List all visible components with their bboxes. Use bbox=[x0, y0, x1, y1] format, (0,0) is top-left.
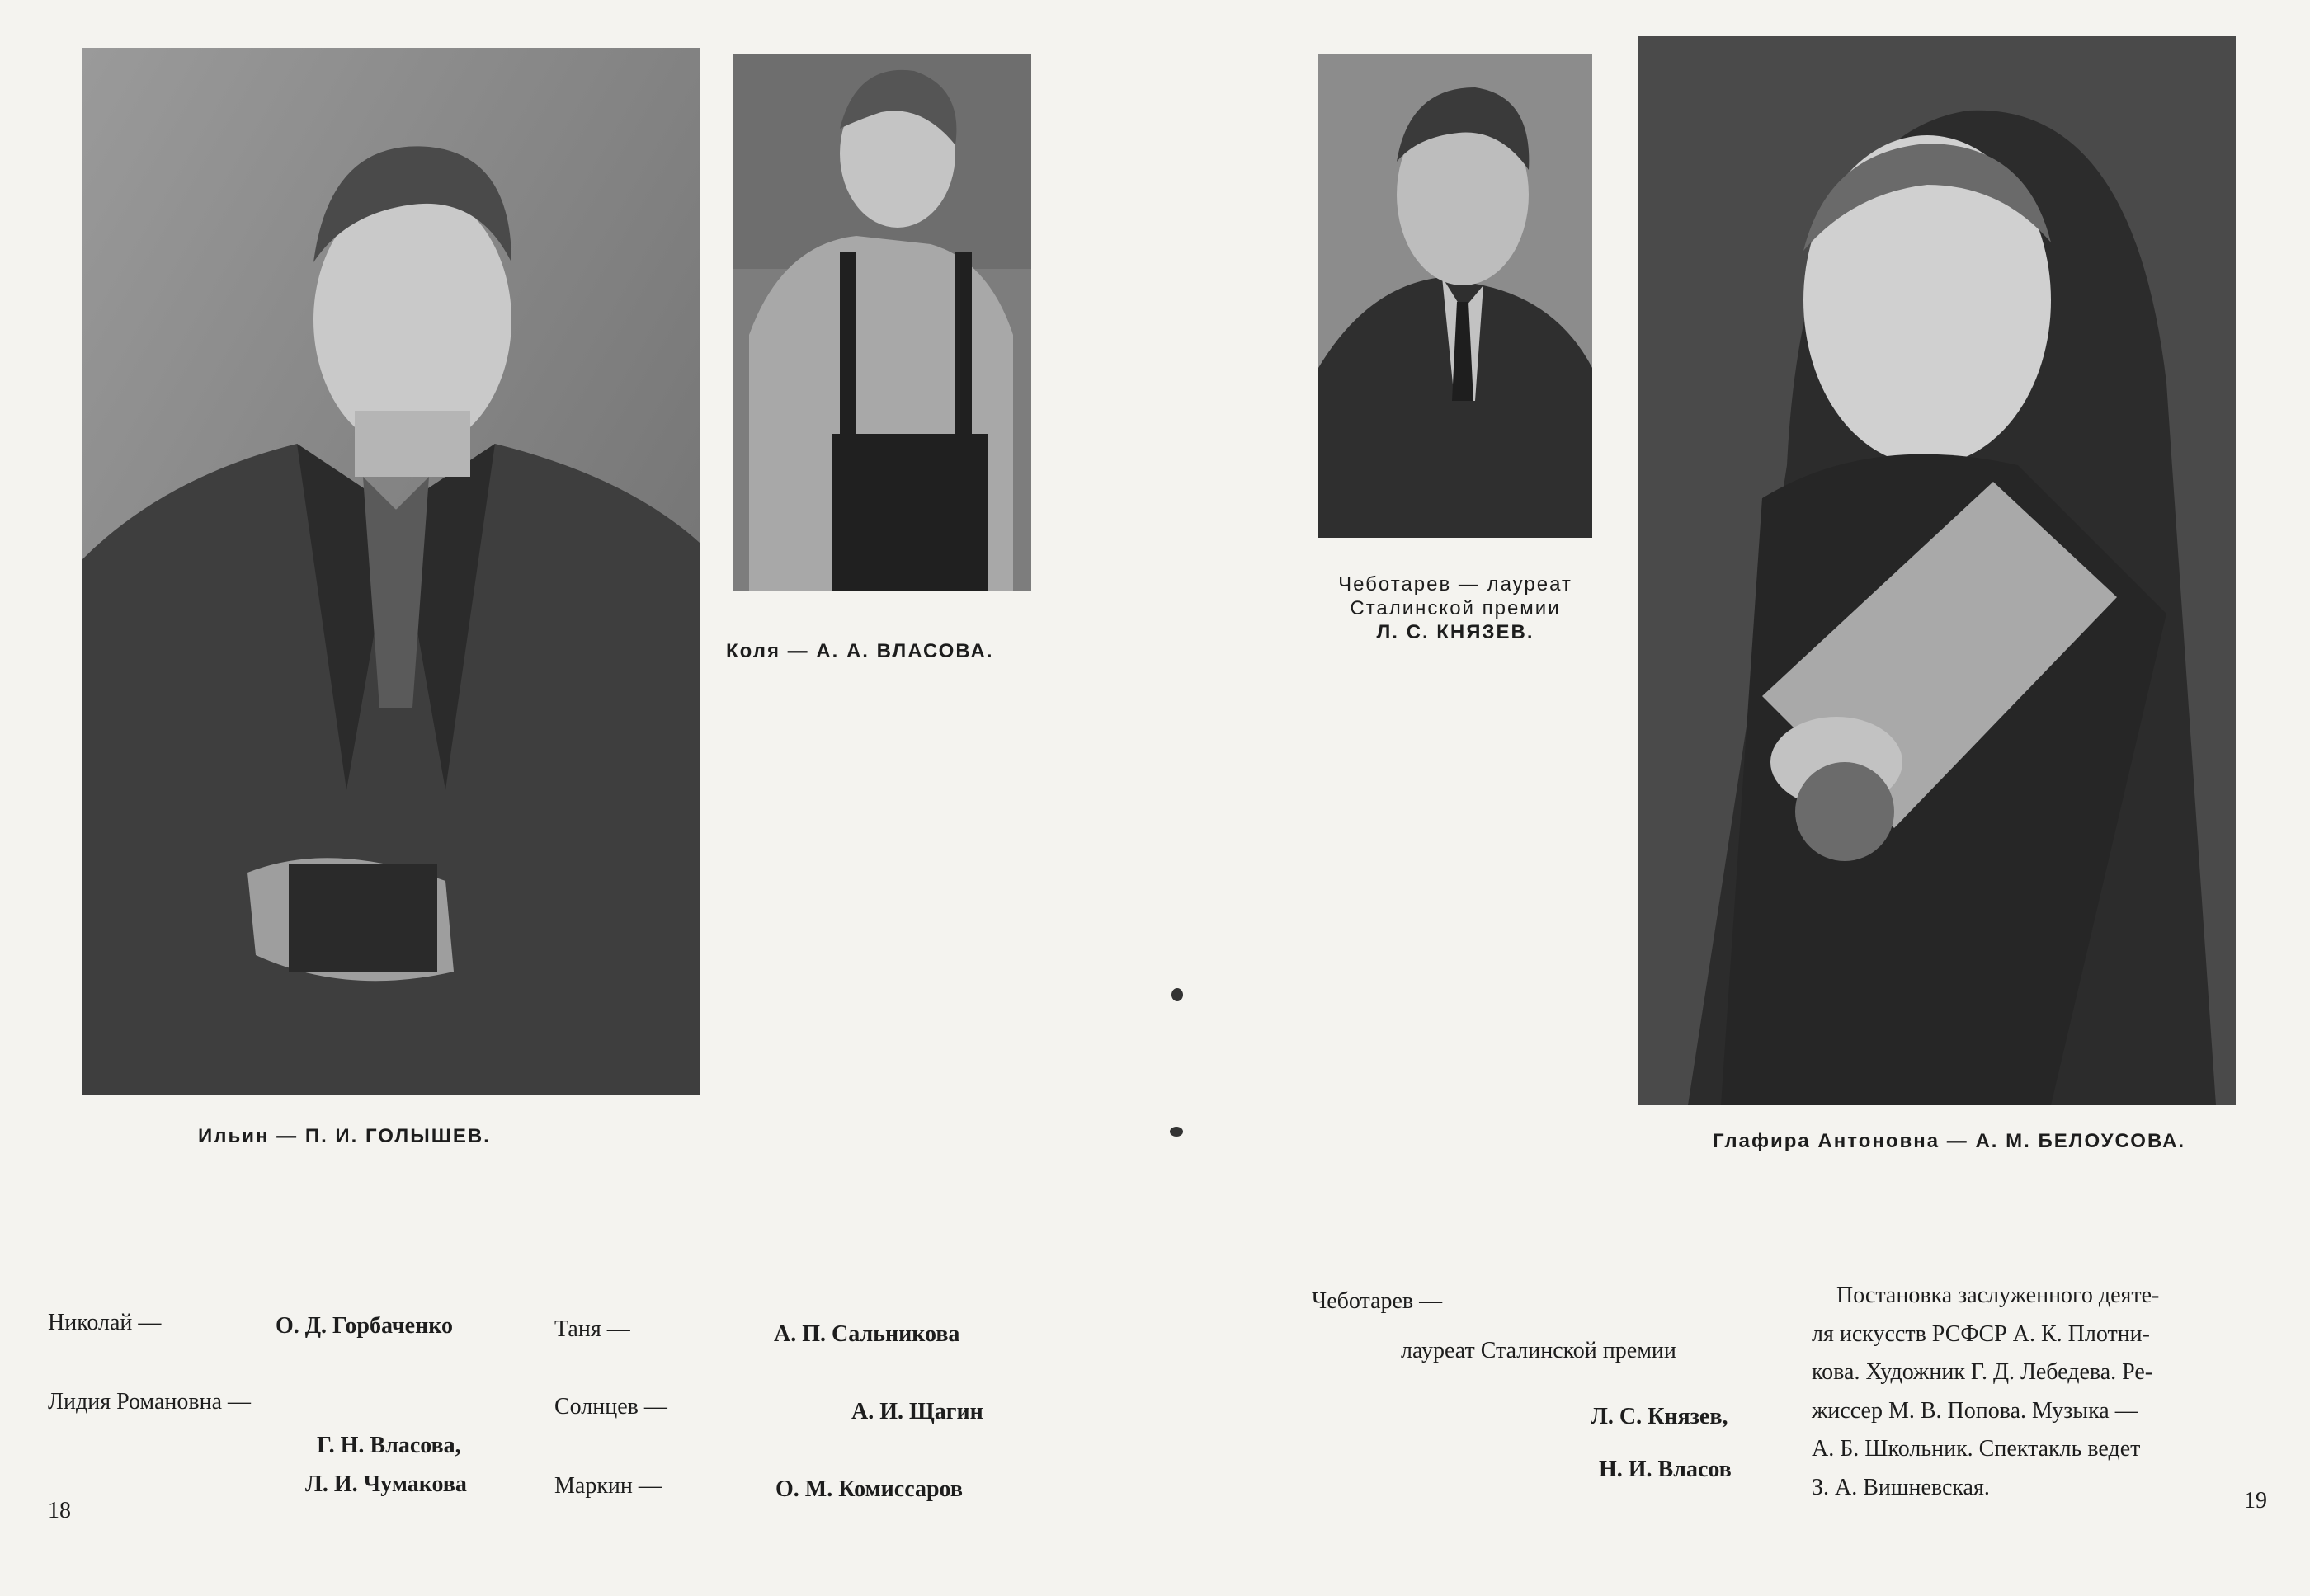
cast-actor-lidia-1: Г. Н. Власова, bbox=[317, 1433, 461, 1458]
cast-actor-nikolai: О. Д. Горбаченко bbox=[276, 1313, 453, 1339]
caption-chebotarev bbox=[1287, 572, 1624, 644]
credits-line: жиссер М. В. Попова. Музыка — bbox=[1812, 1397, 2138, 1424]
cast-role-chebotarev: Чеботарев — bbox=[1312, 1288, 1443, 1314]
cast-actor-markin: О. М. Комиссаров bbox=[776, 1476, 963, 1502]
credits-line: кова. Художник Г. Д. Лебедева. Ре- bbox=[1812, 1359, 2153, 1385]
caption-chebotarev-line-3: Л. С. КНЯЗЕВ. bbox=[1376, 621, 1534, 643]
credits-paragraph bbox=[1812, 1277, 2159, 1507]
photo-chebotarev bbox=[1318, 54, 1592, 538]
cast-role-solntsev: Солнцев — bbox=[554, 1394, 667, 1419]
credits-line: З. А. Вишневская. bbox=[1812, 1474, 1990, 1500]
cast-title-chebotarev: лауреат Сталинской премии bbox=[1401, 1338, 1676, 1363]
caption-chebotarev-line-2: Сталинской премии bbox=[1350, 597, 1561, 619]
cast-actor-chebotarev-1: Л. С. Князев, bbox=[1591, 1404, 1728, 1429]
fold-speck bbox=[1172, 988, 1183, 1001]
credits-line: ля искусств РСФСР А. К. Плотни- bbox=[1812, 1321, 2150, 1347]
cast-role-markin: Маркин — bbox=[554, 1473, 662, 1499]
caption-chebotarev-line-1: Чеботарев — лауреат bbox=[1338, 573, 1572, 596]
photo-glafira bbox=[1638, 36, 2236, 1105]
credits-line: Постановка заслуженного деяте- bbox=[1836, 1283, 2160, 1308]
caption-ilyin: Ильин — П. И. ГОЛЫШЕВ. bbox=[198, 1125, 491, 1147]
cast-actor-lidia-2: Л. И. Чумакова bbox=[305, 1471, 467, 1497]
page-number-right: 19 bbox=[2244, 1488, 2267, 1514]
cast-actor-tanya: А. П. Сальникова bbox=[774, 1321, 960, 1347]
cast-role-nikolai: Николай — bbox=[48, 1310, 162, 1335]
caption-kolya: Коля — А. А. ВЛАСОВА. bbox=[726, 640, 994, 662]
cast-actor-solntsev: А. И. Щагин bbox=[851, 1399, 983, 1424]
cast-actor-chebotarev-2: Н. И. Власов bbox=[1599, 1457, 1732, 1482]
cast-role-lidia: Лидия Романовна — bbox=[48, 1389, 251, 1415]
credits-line: А. Б. Школьник. Спектакль ведет bbox=[1812, 1436, 2141, 1462]
photo-ilyin bbox=[82, 48, 700, 1095]
photo-kolya bbox=[733, 54, 1031, 591]
page-number-left: 18 bbox=[48, 1498, 71, 1523]
fold-speck bbox=[1170, 1127, 1183, 1137]
cast-role-tanya: Таня — bbox=[554, 1316, 630, 1342]
caption-glafira: Глафира Антоновна — А. М. БЕЛОУСОВА. bbox=[1713, 1130, 2186, 1152]
